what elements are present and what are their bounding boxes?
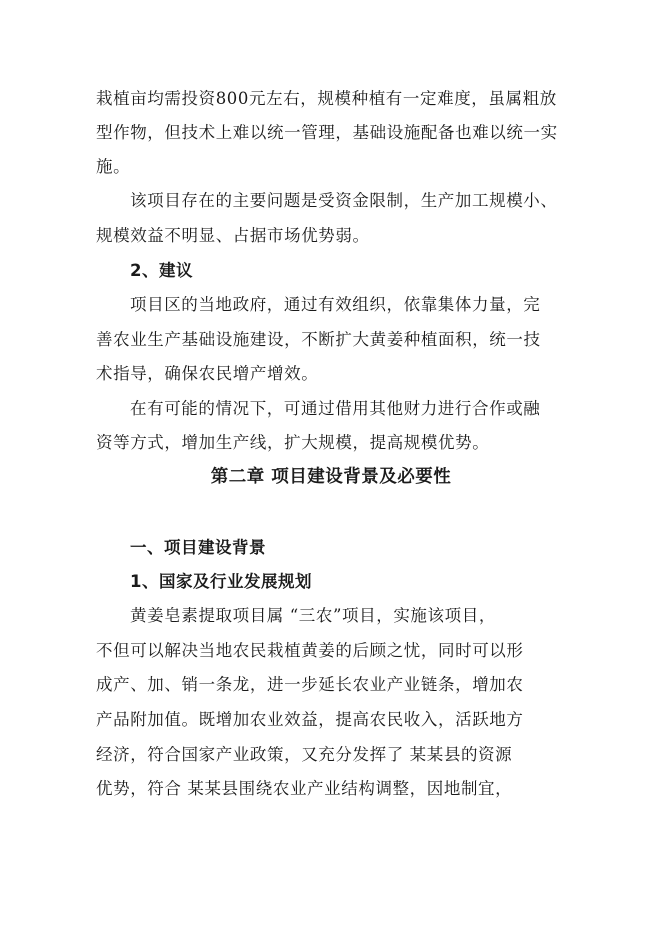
text-line: 规模效益不明显、占据市场优势弱。: [96, 226, 370, 245]
subsection-heading: 1、国家及行业发展规划: [130, 572, 312, 591]
text-line: 栽植亩均需投资800元左右，规模种植有一定难度，虽属粗放: [96, 89, 557, 108]
text-line: 产品附加值。既增加农业效益，提高农民收入，活跃地方: [96, 710, 524, 729]
suggestion-heading: 2、建议: [130, 261, 193, 280]
text-line: 不但可以解决当地农民栽植黄姜的后顾之忧，同时可以形: [96, 641, 524, 660]
text-line: 术指导，确保农民增产增效。: [96, 364, 319, 383]
section-heading: 一、项目建设背景: [130, 538, 266, 557]
text-line: 黄姜皂素提取项目属 “三农”项目，实施该项目，: [130, 606, 496, 625]
text-line: 善农业生产基础设施建设，不断扩大黄姜种植面积，统一技: [96, 330, 541, 349]
text-line: 经济，符合国家产业政策，又充分发挥了 某某县的资源: [96, 745, 513, 764]
text-line: 型作物，但技术上难以统一管理，基础设施配备也难以统一实: [96, 123, 558, 142]
text-line: 成产、加、销一条龙，进一步延长农业产业链条，增加农: [96, 675, 524, 694]
text-line: 在有可能的情况下，可通过借用其他财力进行合作或融: [130, 399, 541, 418]
text-line: 施。: [96, 157, 131, 176]
text-line: 资等方式，增加生产线，扩大规模，提高规模优势。: [96, 433, 490, 452]
text-line: 项目区的当地政府，通过有效组织，依靠集体力量，完: [130, 295, 541, 314]
text-line: 该项目存在的主要问题是受资金限制，生产加工规模小、: [130, 191, 558, 210]
text-line: 优势，符合 某某县围绕农业产业结构调整，因地制宜，: [96, 779, 513, 798]
chapter-title: 第二章 项目建设背景及必要性: [210, 467, 452, 487]
